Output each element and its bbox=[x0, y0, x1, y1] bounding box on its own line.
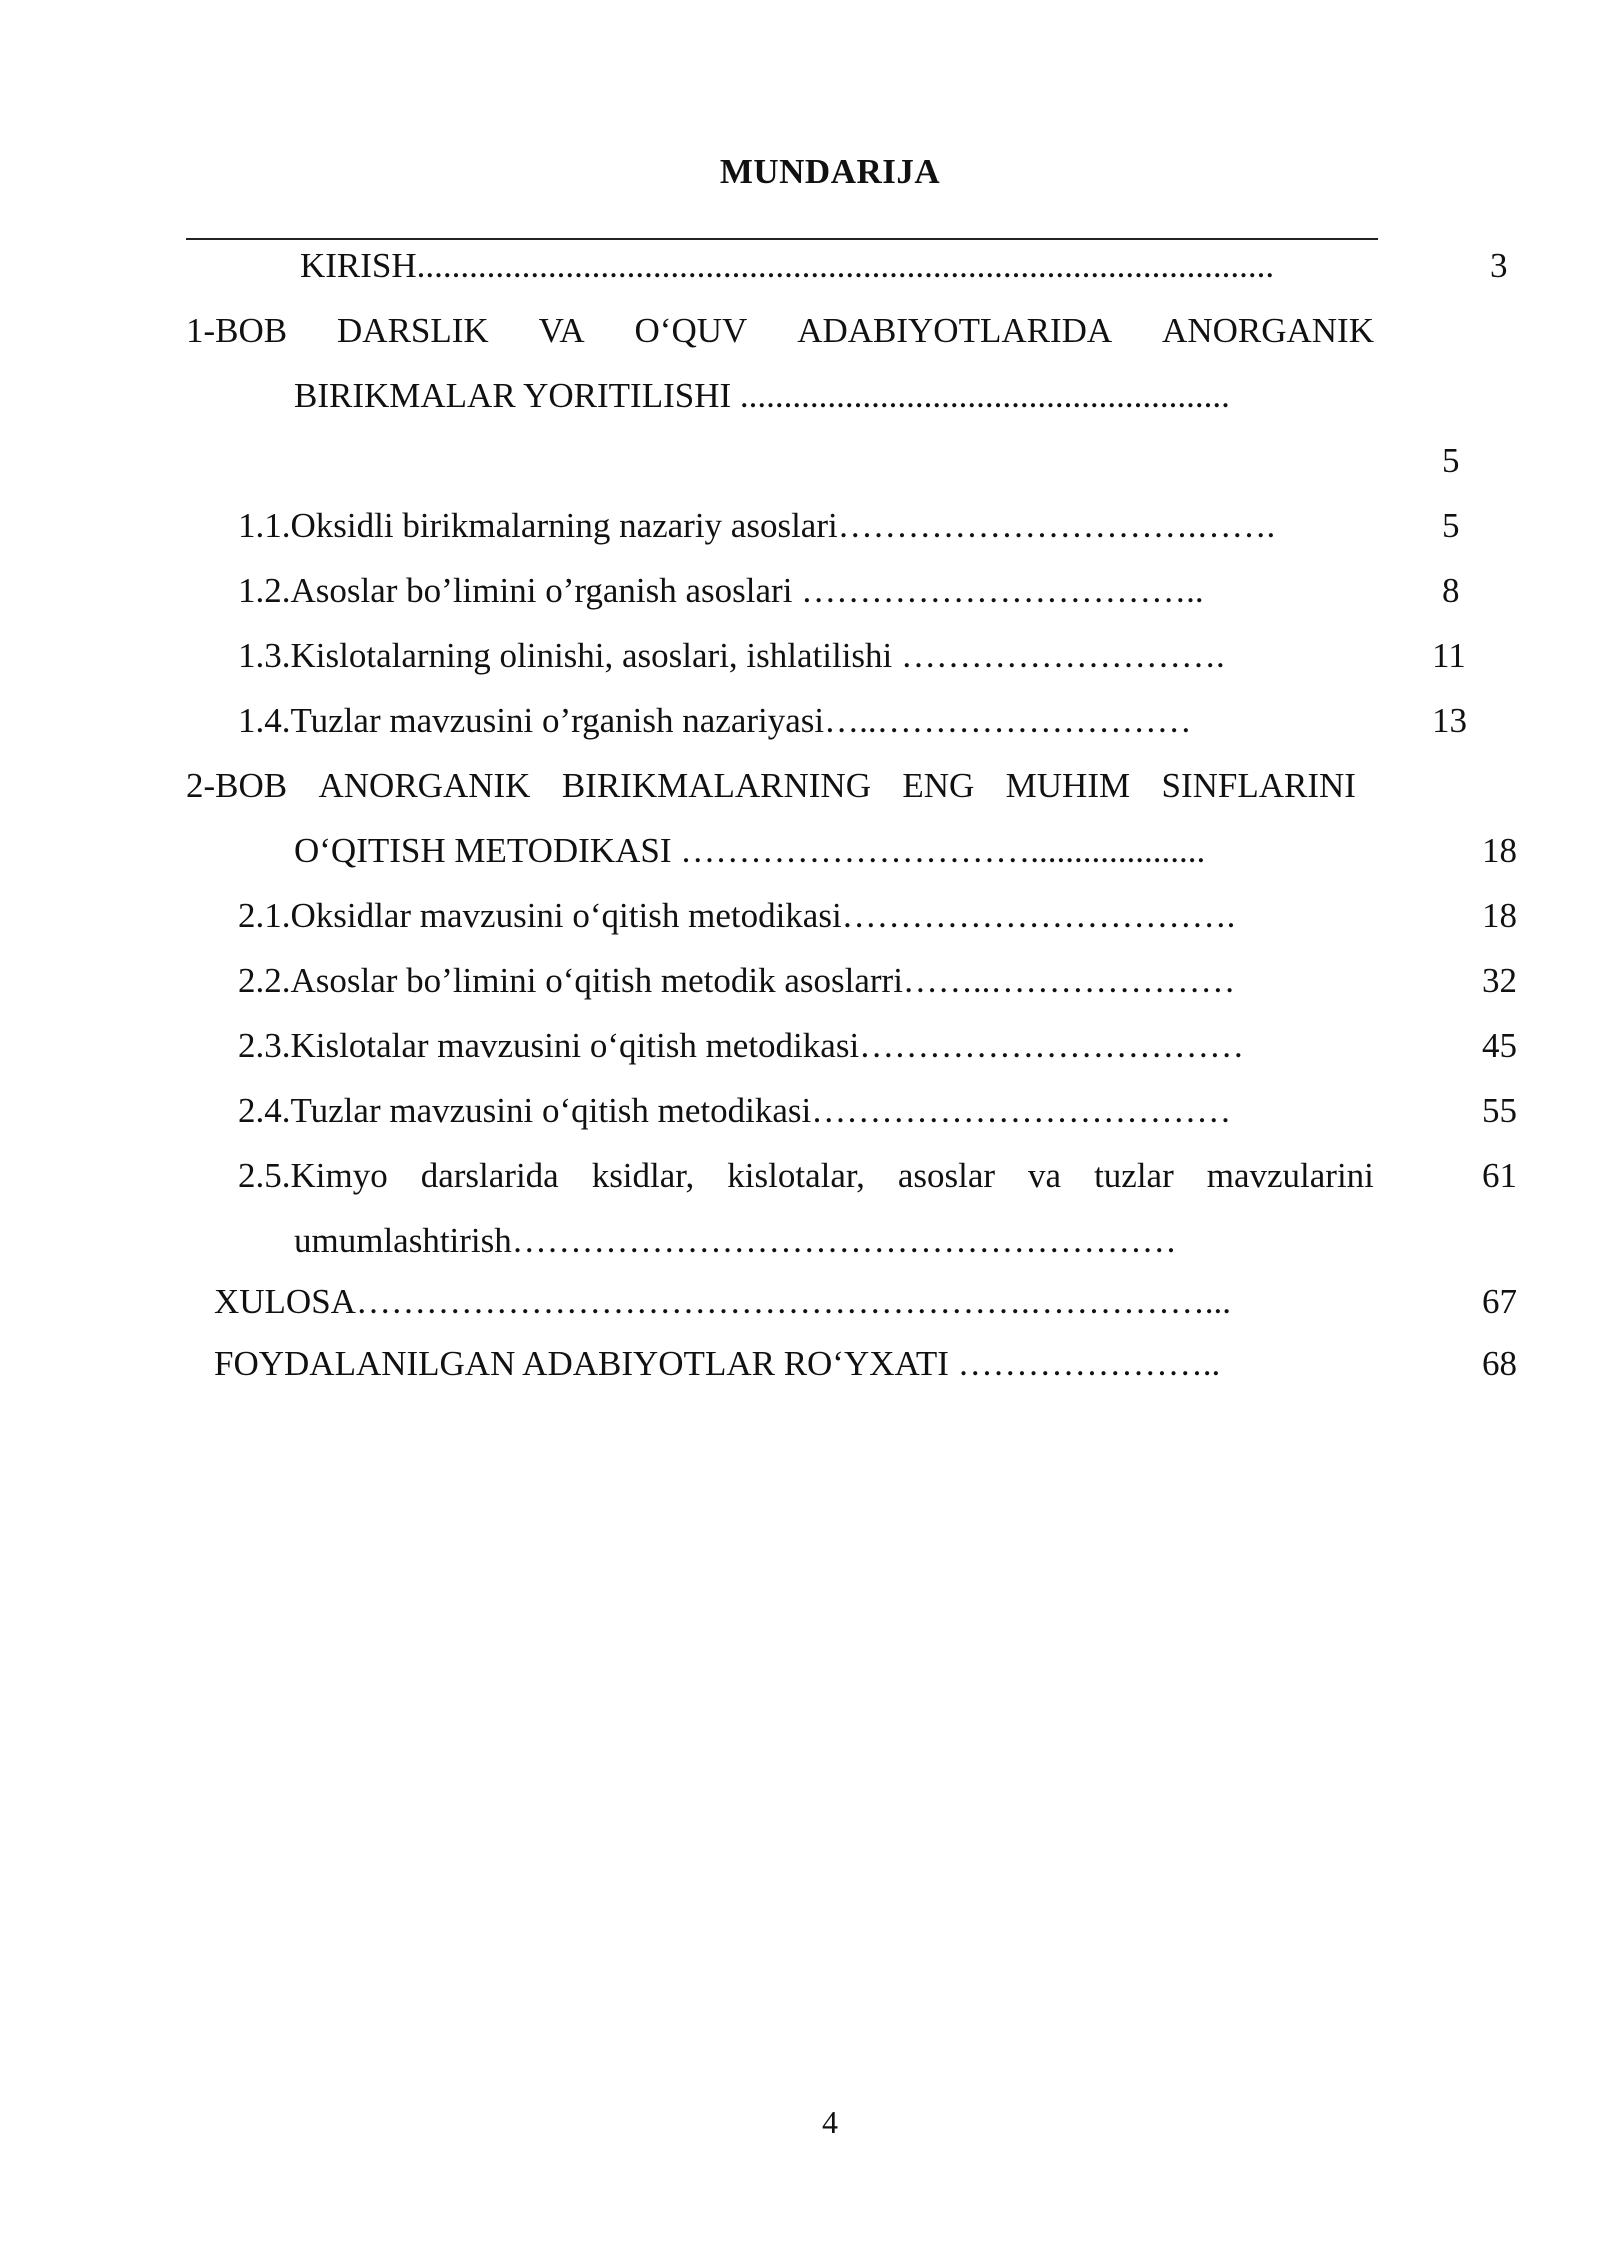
word: 2-BOB bbox=[186, 766, 288, 805]
word: BIRIKMALARNING bbox=[561, 766, 871, 805]
word: ANORGANIK bbox=[318, 766, 531, 805]
toc-entry-text: 1.1.Oksidli birikmalarning nazariy asoslari………………………….……. bbox=[238, 506, 1276, 545]
toc-entry-text: 2.2.Asoslar bo’limini o‘qitish metodik asoslarri……..………………… bbox=[238, 961, 1236, 1000]
toc-page-number: 11 bbox=[1432, 636, 1466, 675]
toc-page-number: 13 bbox=[1432, 701, 1467, 740]
word: VA bbox=[538, 311, 585, 350]
toc-page-number: 32 bbox=[1482, 961, 1517, 1000]
toc-page-number: 61 bbox=[1482, 1156, 1517, 1195]
word: asoslar bbox=[897, 1156, 996, 1195]
toc-entry-text: XULOSA………………………………………………….……………... bbox=[214, 1282, 1231, 1321]
toc-entry-heading-line2: O‘QITISH METODIKASI ………………………….................... bbox=[294, 831, 1206, 870]
word: 2.5.Kimyo bbox=[238, 1156, 388, 1195]
word: O‘QUV bbox=[634, 311, 748, 350]
toc-entry-text: 1.3.Kislotalarning olinishi, asoslari, ishlatilishi ………………………. bbox=[238, 636, 1225, 675]
word: DARSLIK bbox=[337, 311, 489, 350]
word: 1-BOB bbox=[186, 311, 288, 350]
toc-page-number: 5 bbox=[1442, 441, 1460, 480]
toc-entry-text: 1.2.Asoslar bo’limini o’rganish asoslari …………………………….. bbox=[238, 571, 1204, 610]
word: ANORGANIK bbox=[1162, 311, 1374, 350]
word: MUHIM bbox=[1005, 766, 1131, 805]
toc-page-number: 45 bbox=[1482, 1026, 1517, 1065]
toc-entry-text: 1.4.Tuzlar mavzusini o’rganish nazariyasi…..……………………… bbox=[238, 701, 1192, 740]
toc-entry-heading-line1 bbox=[238, 1158, 1374, 1193]
word: SINFLARINI bbox=[1161, 766, 1356, 805]
toc-entry-text: 2.4.Tuzlar mavzusini o‘qitish metodikasi……………………………… bbox=[238, 1091, 1232, 1130]
toc-page-number: 55 bbox=[1482, 1091, 1517, 1130]
word: kislotalar, bbox=[727, 1156, 865, 1195]
toc-entry-heading-line2: umumlashtirish………………………………………………… bbox=[294, 1221, 1177, 1260]
toc-page-number: 68 bbox=[1482, 1344, 1517, 1383]
toc-entry-text: FOYDALANILGAN ADABIYOTLAR RO‘YXATI ………………….. bbox=[214, 1344, 1221, 1383]
toc-entry-heading-line1 bbox=[186, 313, 1374, 348]
word: tuzlar bbox=[1094, 1156, 1174, 1195]
toc-page-number: 3 bbox=[1490, 246, 1508, 285]
toc-entry-heading-line1 bbox=[186, 768, 1356, 803]
word: va bbox=[1028, 1156, 1062, 1195]
toc-page-number: 5 bbox=[1442, 506, 1460, 545]
toc-page-number: 67 bbox=[1482, 1282, 1517, 1321]
toc-entry-heading-line2: BIRIKMALAR YORITILISHI ........................................................ bbox=[294, 376, 1230, 415]
toc-entry-text: KIRISH.................................................................................................. bbox=[300, 246, 1275, 285]
toc-page-number: 18 bbox=[1482, 831, 1517, 870]
toc-page-number: 8 bbox=[1442, 571, 1460, 610]
toc-page-number: 18 bbox=[1482, 896, 1517, 935]
word: ENG bbox=[902, 766, 975, 805]
word: darslarida bbox=[420, 1156, 559, 1195]
toc-entry-text: 2.3.Kislotalar mavzusini o‘qitish metodikasi…………………………… bbox=[238, 1026, 1245, 1065]
word: ADABIYOTLARIDA bbox=[797, 311, 1113, 350]
page-number-footer: 4 bbox=[822, 2104, 838, 2140]
toc-entry-text: 2.1.Oksidlar mavzusini o‘qitish metodikasi……………………………. bbox=[238, 896, 1236, 935]
title-rule bbox=[186, 238, 1378, 240]
word: ksidlar, bbox=[591, 1156, 695, 1195]
word: mavzularini bbox=[1206, 1156, 1374, 1195]
page-title: MUNDARIJA bbox=[719, 152, 941, 191]
